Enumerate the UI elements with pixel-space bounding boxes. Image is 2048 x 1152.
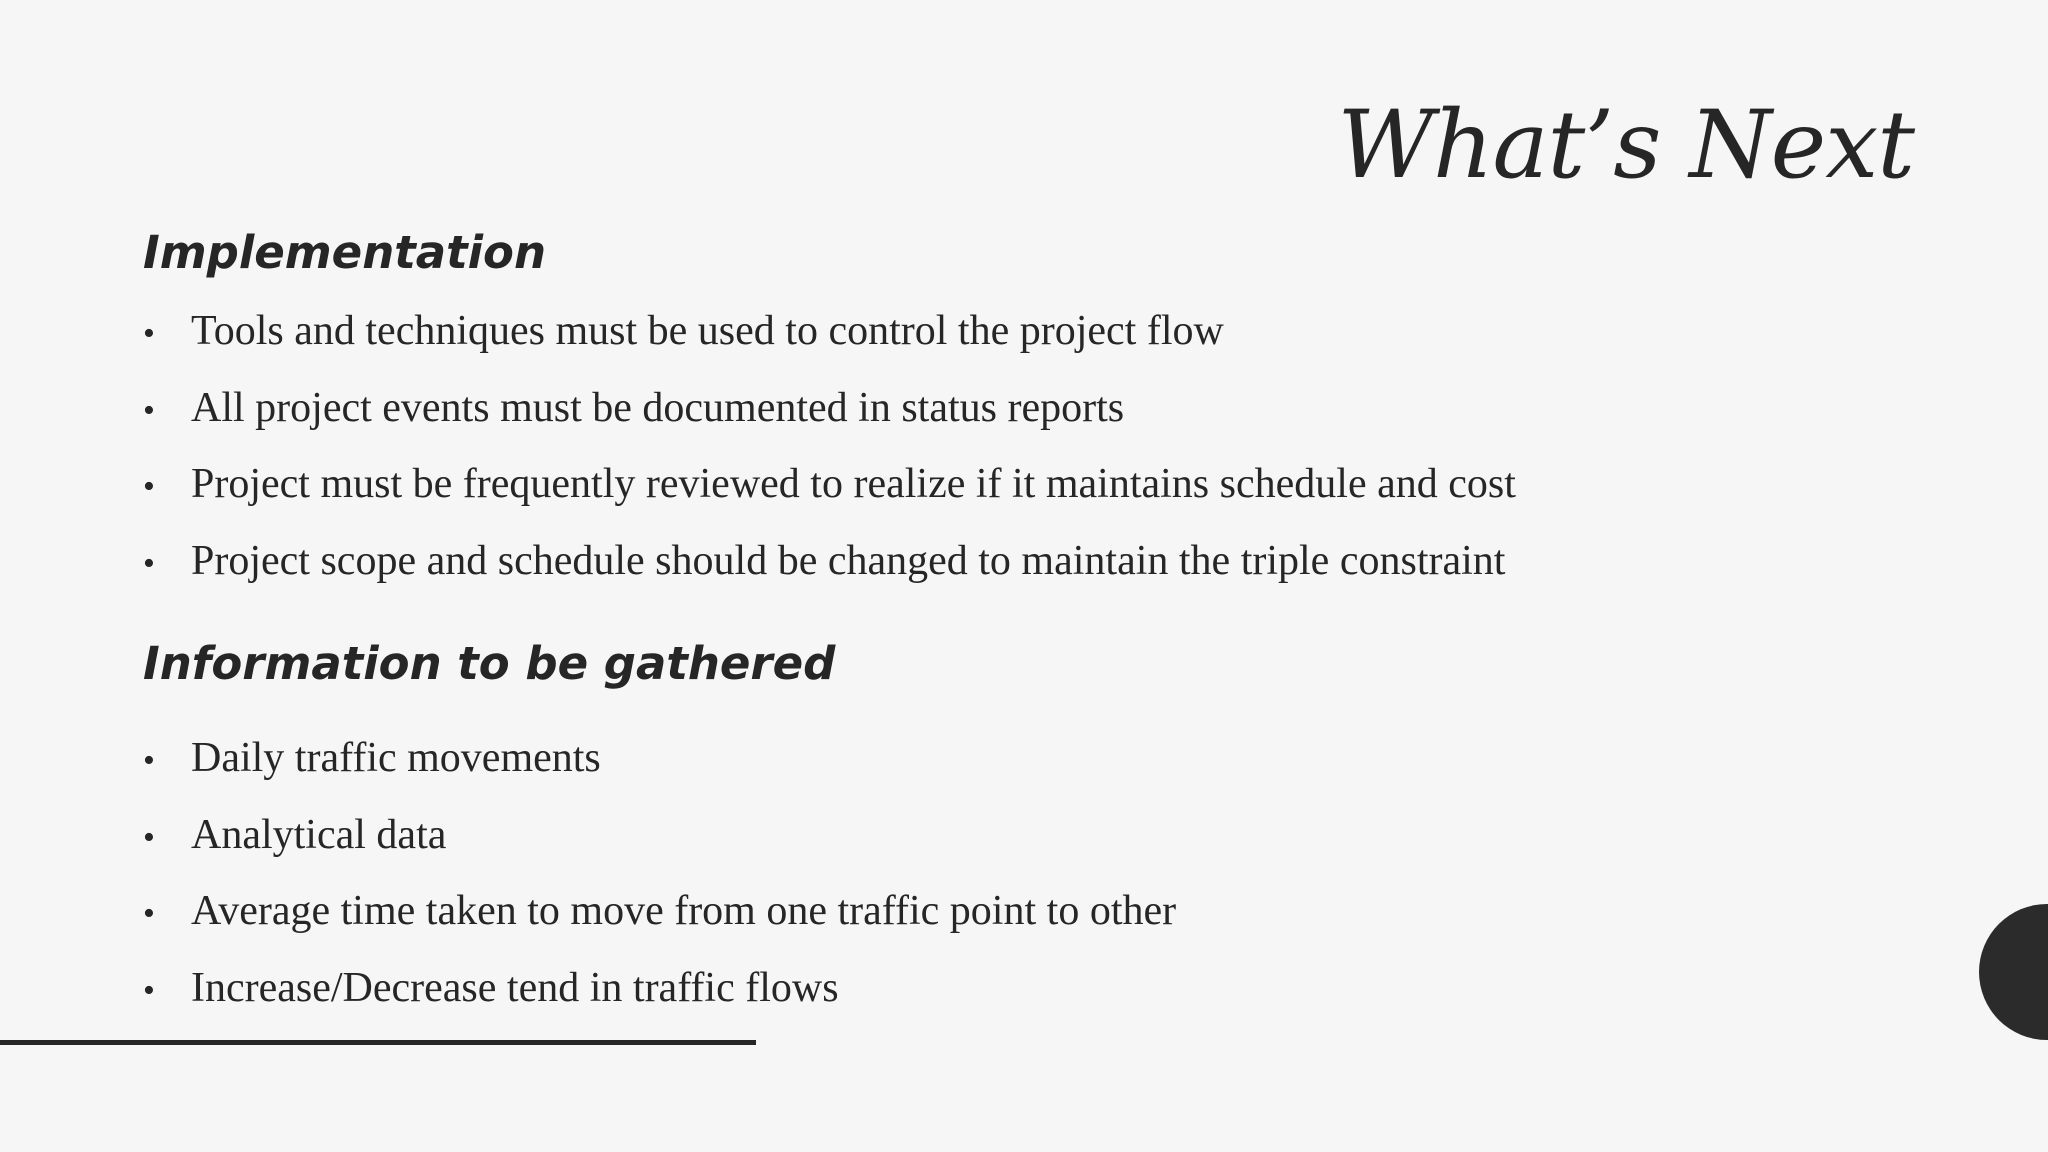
list-item-text: Average time taken to move from one traffic point to other (191, 888, 1177, 934)
decorative-circle-shape (1979, 904, 2048, 1040)
bullet-icon: • (143, 742, 155, 779)
bottom-divider-line (0, 1040, 756, 1045)
list-item (143, 537, 1516, 614)
section-heading-information: Information to be gathered (143, 637, 836, 690)
bullet-icon: • (143, 315, 155, 352)
list-item-text: All project events must be documented in status reports (191, 384, 1125, 431)
list-item (143, 307, 1516, 384)
list-item-text: Analytical data (191, 811, 447, 858)
list-item (143, 887, 1176, 964)
list-item (143, 964, 1176, 1041)
bullet-list-information (143, 734, 1176, 1040)
bullet-list-implementation (143, 307, 1516, 613)
list-item (143, 811, 1176, 888)
bullet-icon: • (143, 391, 155, 429)
list-item (143, 384, 1516, 461)
bullet-icon: • (143, 971, 155, 1009)
bullet-icon: • (143, 895, 155, 932)
section-heading-implementation: Implementation (143, 226, 547, 279)
list-item-text: Daily traffic movements (191, 735, 601, 781)
bullet-icon: • (143, 468, 155, 505)
list-item-text: Project scope and schedule should be changed to maintain the triple constraint (191, 537, 1506, 584)
bullet-icon: • (143, 818, 155, 856)
list-item (143, 734, 1176, 811)
list-item-text: Project must be frequently reviewed to realize if it maintains schedule and cost (191, 461, 1516, 507)
bullet-icon: • (143, 544, 155, 582)
list-item-text: Tools and techniques must be used to control the project flow (191, 308, 1224, 354)
slide-title: What’s Next (1337, 91, 1914, 200)
list-item-text: Increase/Decrease tend in traffic flows (191, 964, 839, 1011)
list-item (143, 460, 1516, 537)
